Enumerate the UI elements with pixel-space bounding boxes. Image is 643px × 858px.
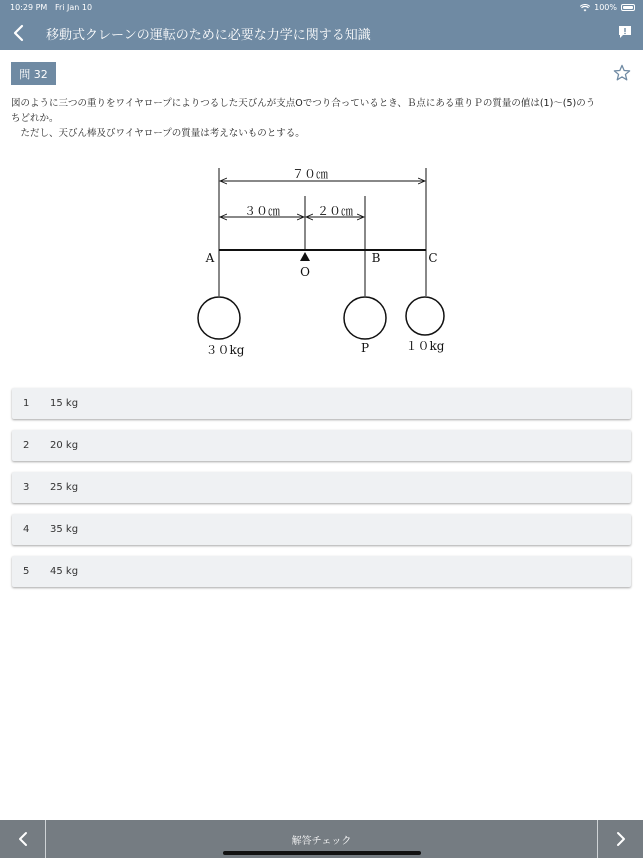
choice-5[interactable] — [12, 556, 631, 587]
wifi-icon — [580, 4, 590, 12]
weight-a-label: ３０kg — [205, 343, 245, 357]
status-bar — [0, 0, 643, 16]
choice-list — [12, 388, 631, 598]
next-question-button[interactable] — [597, 820, 643, 858]
choice-text: 25 kg — [50, 482, 79, 493]
dim-label-right: ２０㎝ — [316, 204, 354, 218]
question-line-3: ただし、天びん棒及びワイヤロープの質量は考えないものとする。 — [11, 128, 305, 139]
choice-text: 15 kg — [50, 398, 79, 409]
label-a: A — [205, 251, 215, 265]
choice-number: 5 — [23, 566, 30, 577]
weight-c-label: １０kg — [405, 339, 445, 353]
choice-text: 20 kg — [50, 440, 79, 451]
weight-p-circle — [344, 297, 386, 339]
weight-c-circle — [406, 297, 444, 335]
chevron-left-icon — [16, 831, 30, 847]
answer-check-button[interactable]: 解答チェック — [291, 835, 352, 847]
choice-2[interactable] — [12, 430, 631, 461]
choice-1[interactable] — [12, 388, 631, 419]
memo-icon[interactable] — [618, 25, 632, 39]
question-number-badge: 問 32 — [11, 62, 56, 85]
status-time-text: 10:29 PM — [10, 3, 48, 12]
status-right — [580, 3, 635, 12]
weight-p-label: P — [360, 341, 370, 355]
home-indicator — [223, 851, 421, 855]
question-text — [11, 96, 633, 141]
choice-4[interactable] — [12, 514, 631, 545]
previous-question-button[interactable] — [0, 820, 46, 858]
choice-number: 4 — [23, 524, 30, 535]
choice-number: 1 — [23, 398, 30, 409]
choice-3[interactable] — [12, 472, 631, 503]
choice-text: 45 kg — [50, 566, 79, 577]
dim-label-total: ７０㎝ — [291, 167, 329, 181]
battery-percent: 100% — [594, 3, 617, 12]
star-icon[interactable] — [613, 64, 631, 82]
question-line-1: 図のように三つの重りをワイヤロープによりつるした天びんが支点Oでつり合っているとき、Ｂ点にある重りＰの質量の値は(1)～(5)のう — [11, 98, 596, 109]
choice-number: 3 — [23, 482, 30, 493]
battery-icon — [621, 4, 635, 11]
label-o: O — [300, 265, 310, 279]
nav-bar — [0, 16, 643, 50]
page-title: 移動式クレーンの運転のために必要な力学に関する知識 — [46, 28, 371, 43]
status-time — [10, 3, 92, 12]
choice-text: 35 kg — [50, 524, 79, 535]
back-chevron-icon[interactable] — [8, 22, 30, 44]
choice-number: 2 — [23, 440, 30, 451]
dim-label-left: ３０㎝ — [243, 204, 281, 218]
label-c: C — [428, 251, 438, 265]
balance-diagram — [190, 160, 460, 360]
fulcrum-triangle — [300, 252, 310, 261]
label-b: B — [371, 251, 381, 265]
question-line-2: ちどれか。 — [11, 113, 59, 124]
chevron-right-icon — [614, 831, 628, 847]
status-date: Fri Jan 10 — [54, 3, 93, 12]
weight-a-circle — [198, 297, 240, 339]
